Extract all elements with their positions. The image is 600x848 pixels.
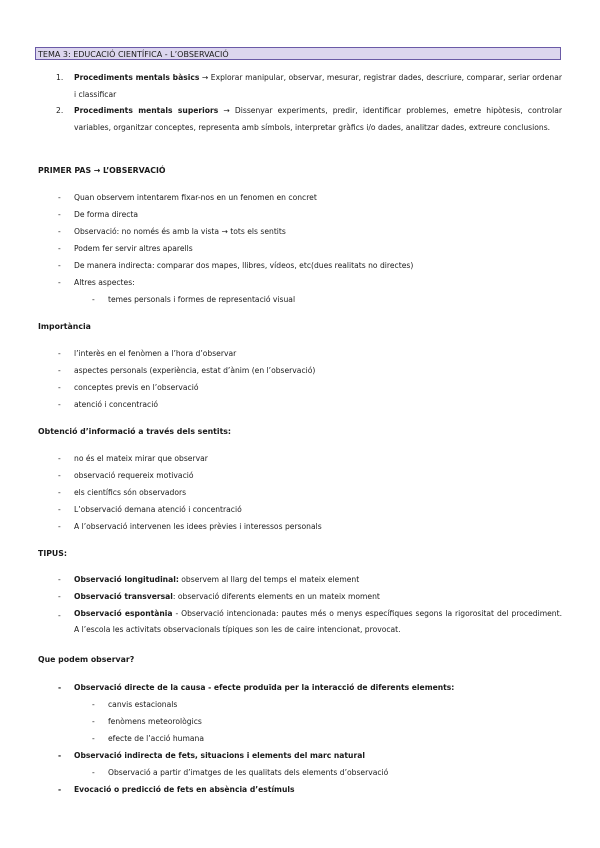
list-item: - A l’observació intervenen les idees prèvies i interessos personals: [58, 522, 322, 531]
document-title: TEMA 3: EDUCACIÓ CIENTÍFICA - L’OBSERVACIÓ: [35, 47, 561, 60]
list-item: - els científics són observadors: [58, 488, 187, 497]
list-item: - Observació directe de la causa - efecte produïda per la interacció de diferents elements:: [58, 683, 455, 692]
list-item: - De forma directa: [58, 210, 139, 219]
list-item: - aspectes personals (experiència, estat d’ànim (en l’observació): [58, 366, 316, 375]
list-item: - Observació longitudinal: observem al llarg del temps el mateix element: [58, 575, 360, 584]
list-item: - l’interès en el fenòmen a l’hora d’observar: [58, 349, 237, 358]
section-heading-importancia: Importància: [38, 322, 91, 331]
item-number: 1.: [56, 73, 64, 82]
section-heading-primer-pas: PRIMER PAS → L’OBSERVACIÓ: [38, 166, 166, 175]
list-item: - Quan observem intentarem fixar-nos en un fenomen en concret: [58, 193, 317, 202]
list-item: - atenció i concentració: [58, 400, 158, 409]
list-item: - Altres aspectes:: [58, 278, 135, 287]
sub-list-item: - fenòmens meteorològics: [92, 717, 202, 726]
sub-list-item: - Observació a partir d’imatges de les qualitats dels elements d’observació: [92, 768, 389, 777]
item-number: 2.: [56, 106, 64, 115]
sub-list-item: - canvis estacionals: [92, 700, 178, 709]
sub-list-item: - temes personals i formes de representació visual: [92, 295, 296, 304]
list-item: - Observació espontània - Observació intencionada: pautes més o menys específiques segons la rigorositat del procediment. A l’escola les activitats observacionals típiques son les de caire intencionat, provocat.: [58, 609, 562, 634]
list-item: - L’observació demana atenció i concentració: [58, 505, 242, 514]
list-item: - observació requereix motivació: [58, 471, 194, 480]
sub-list-item: - efecte de l’acció humana: [92, 734, 205, 743]
list-item: - Podem fer servir altres aparells: [58, 244, 193, 253]
list-item: - conceptes previs en l’observació: [58, 383, 199, 392]
section-heading-que-podem: Que podem observar?: [38, 655, 135, 664]
list-item: - Observació indirecta de fets, situacions i elements del marc natural: [58, 751, 365, 760]
list-item: - no és el mateix mirar que observar: [58, 454, 208, 463]
list-item: - Evocació o predicció de fets en absència d’estímuls: [58, 785, 295, 794]
list-item: [56, 69, 562, 103]
list-item: - De manera indirecta: comparar dos mapes, llibres, vídeos, etc(dues realitats no directes): [58, 261, 414, 270]
item-text: Procediments mentals superiors → Dissenyar experiments, predir, identificar problemes, emetre hipòtesis, controlar variables, organitzar conceptes, representa amb símbols, interpretar gràfics i/o dades, analitzar dades, extreure conclusions.: [74, 106, 562, 132]
list-item: - Observació transversal: observació diferents elements en un mateix moment: [58, 592, 380, 601]
section-heading-tipus: TIPUS:: [38, 549, 67, 558]
list-item: - Observació: no només és amb la vista → tots els sentits: [58, 227, 286, 236]
list-item: [56, 102, 562, 136]
item-text: Procediments mentals bàsics → Explorar manipular, observar, mesurar, registrar dades, descriure, comparar, seriar ordenar i classificar: [74, 73, 562, 99]
section-heading-obtencio: Obtenció d’informació a través dels sentits:: [38, 427, 232, 436]
